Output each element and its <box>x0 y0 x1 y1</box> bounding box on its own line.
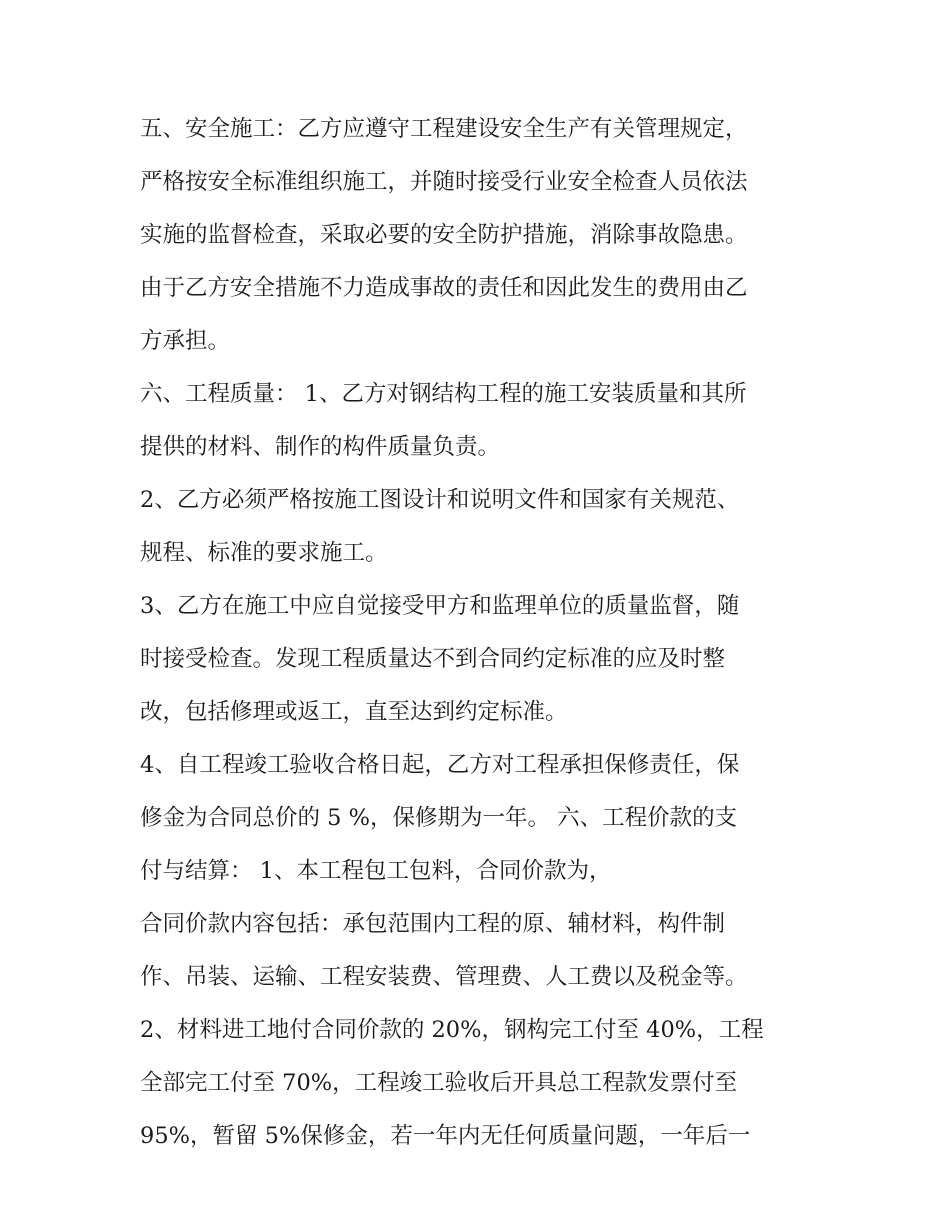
text-line: 4、自工程竣工验收合格日起，乙方对工程承担保修责任，保 <box>140 752 740 778</box>
text-line: 严格按安全标准组织施工，并随时接受行业安全检查人员依法 <box>140 169 748 195</box>
text-line: 时接受检查。发现工程质量达不到合同约定标准的应及时整 <box>140 646 726 672</box>
text-line: 提供的材料、制作的构件质量负责。 <box>140 434 501 460</box>
text-line: 作、吊装、运输、工程安装费、管理费、人工费以及税金等。 <box>140 964 748 990</box>
contract-text <box>140 103 830 1163</box>
text-line: 合同价款内容包括：承包范围内工程的原、辅材料，构件制 <box>140 911 726 937</box>
text-line: 2、材料进工地付合同价款的 20%，钢构完工付至 40%，工程 <box>140 1017 764 1043</box>
text-line: 95%，暂留 5%保修金，若一年内无任何质量问题，一年后一 <box>140 1123 751 1149</box>
text-line: 由于乙方安全措施不力造成事故的责任和因此发生的费用由乙 <box>140 275 748 301</box>
text-line: 修金为合同总价的 5 %，保修期为一年。 六、工程价款的支 <box>140 805 738 831</box>
text-line: 3、乙方在施工中应自觉接受甲方和监理单位的质量监督，随 <box>140 593 740 619</box>
text-line: 改，包括修理或返工，直至达到约定标准。 <box>140 699 568 725</box>
text-line: 实施的监督检查，采取必要的安全防护措施，消除事故隐患。 <box>140 222 748 248</box>
text-line: 规程、标准的要求施工。 <box>140 540 388 566</box>
text-line: 2、乙方必须严格按施工图设计和说明文件和国家有关规范、 <box>140 487 740 513</box>
text-line: 五、安全施工：乙方应遵守工程建设安全生产有关管理规定， <box>140 116 748 142</box>
text-line: 六、工程质量： 1、乙方对钢结构工程的施工安装质量和其所 <box>140 381 747 407</box>
text-line: 方承担。 <box>140 328 231 354</box>
text-line: 付与结算： 1、本工程包工包料，合同价款为， <box>140 858 612 884</box>
text-line: 全部完工付至 70%，工程竣工验收后开具总工程款发票付至 <box>140 1070 738 1096</box>
